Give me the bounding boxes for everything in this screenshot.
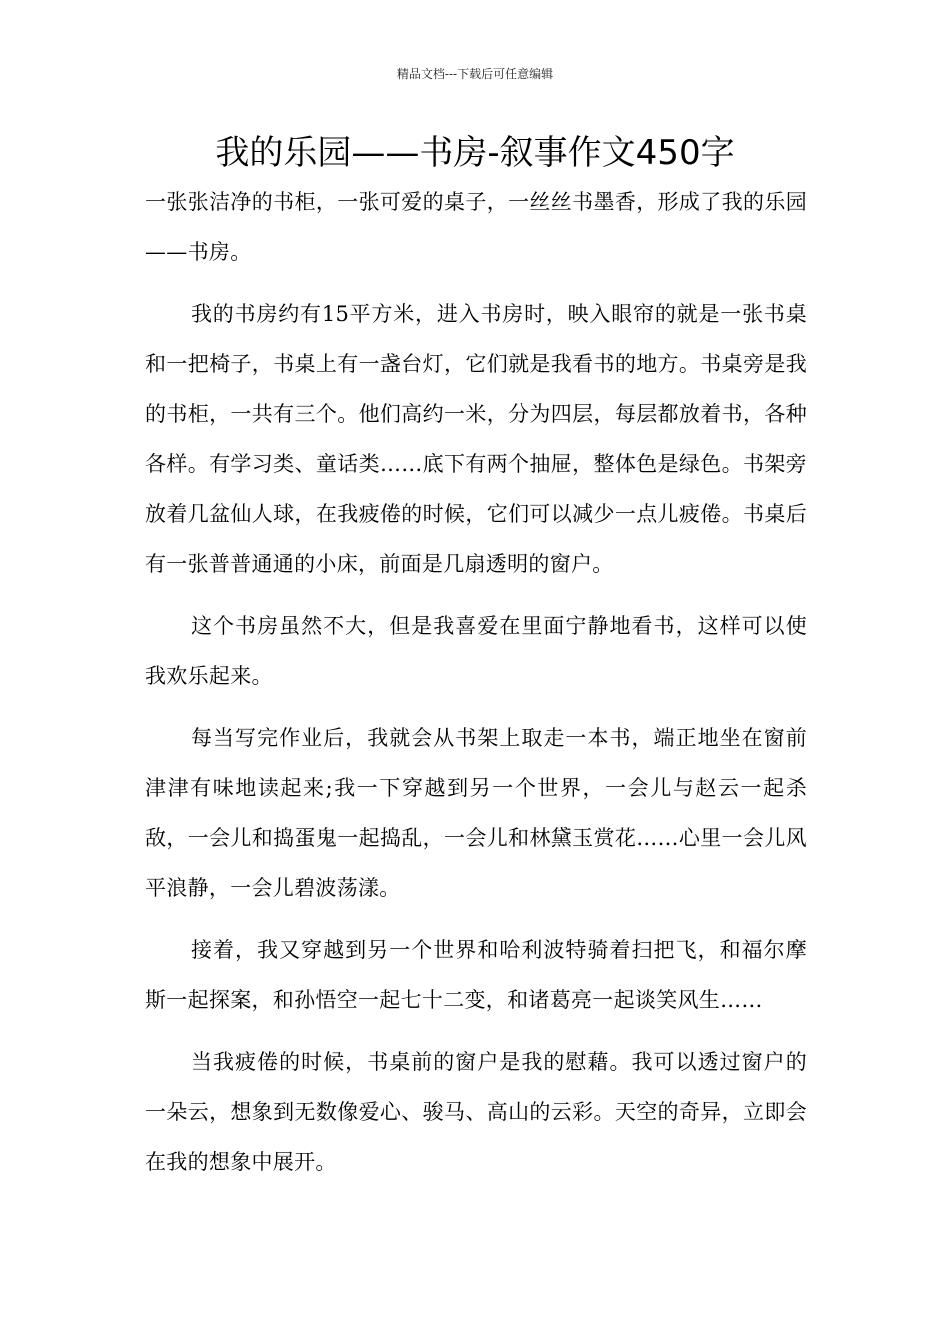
essay-body — [145, 177, 807, 1199]
paragraph-6: 当我疲倦的时候，书桌前的窗户是我的慰藉。我可以透过窗户的一朵云，想象到无数像爱心、骏马、高山的云彩。天空的奇异，立即会在我的想象中展开。 — [145, 1050, 807, 1174]
paragraph-5: 接着，我又穿越到另一个世界和哈利波特骑着扫把飞，和福尔摩斯一起探案，和孙悟空一起七十二变，和诸葛亮一起谈笑风生…… — [145, 938, 807, 1012]
paragraph-1: 一张张洁净的书柜，一张可爱的桌子，一丝丝书墨香，形成了我的乐园——书房。 — [145, 190, 807, 264]
page-title: 我的乐园——书房-叙事作文450字 — [215, 133, 735, 173]
paragraph-2: 我的书房约有15平方米，进入书房时，映入眼帘的就是一张书桌和一把椅子，书桌上有一盏台灯，它们就是我看书的地方。书桌旁是我的书柜，一共有三个。他们高约一米，分为四层，每层都放着书，各种各样。有学习类、童话类……底下有两个抽屉，整体色是绿色。书架旁放着几盆仙人球，在我疲倦的时候，它们可以减少一点儿疲倦。书桌后有一张普普通通的小床，前面是几扇透明的窗户。 — [145, 302, 807, 576]
header-note: 精品文档---下载后可任意编辑 — [396, 67, 554, 81]
paragraph-3: 这个书房虽然不大，但是我喜爱在里面宁静地看书，这样可以使我欢乐起来。 — [145, 614, 807, 688]
paragraph-4: 每当写完作业后，我就会从书架上取走一本书，端正地坐在窗前津津有味地读起来;我一下穿越到另一个世界，一会儿与赵云一起杀敌，一会儿和捣蛋鬼一起捣乱，一会儿和林黛玉赏花……心里一会儿风平浪静，一会儿碧波荡漾。 — [145, 726, 807, 900]
